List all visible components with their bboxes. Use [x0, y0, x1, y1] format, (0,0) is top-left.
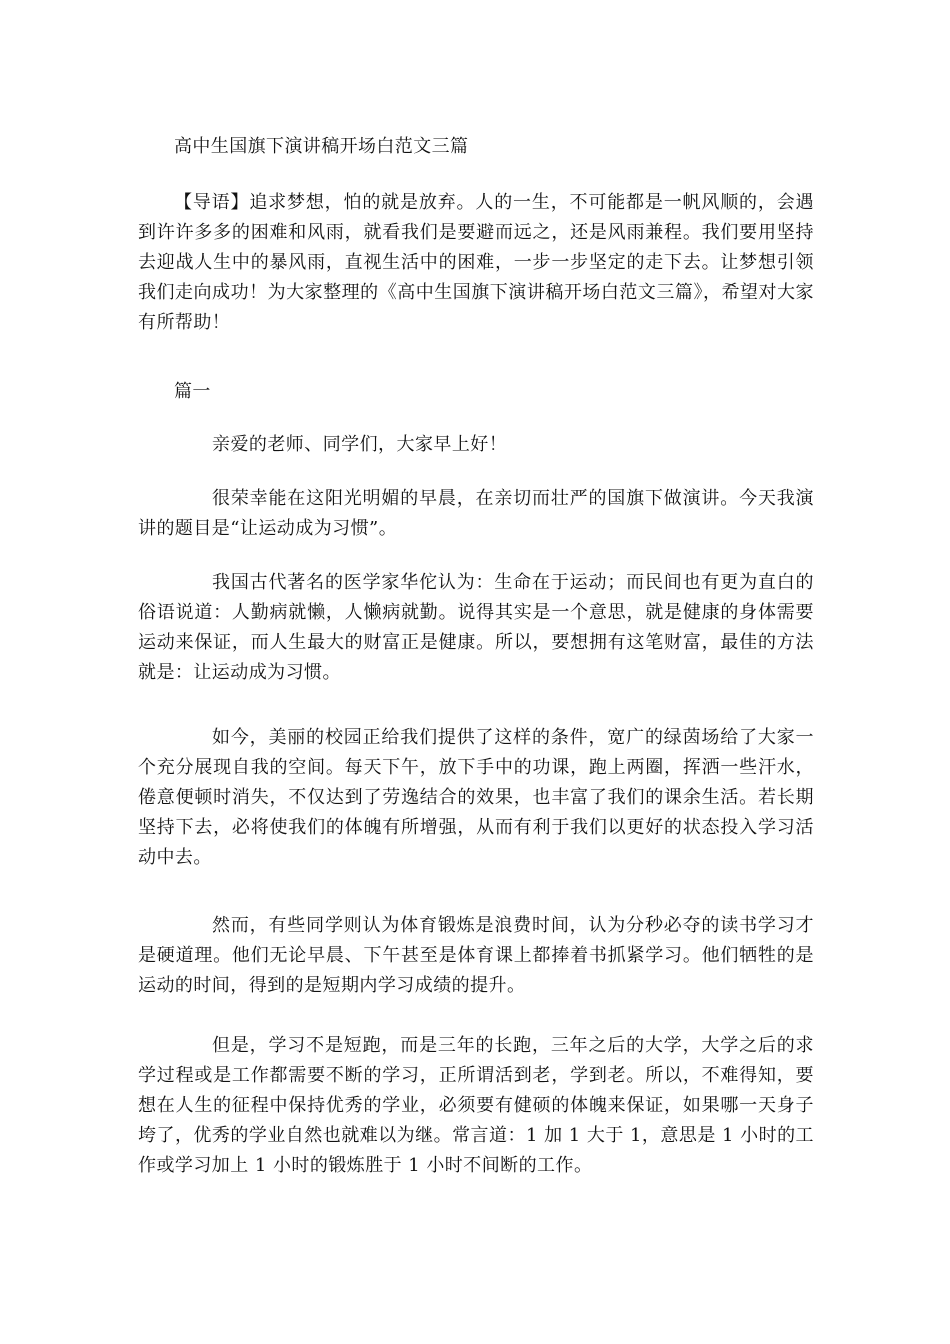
greeting-paragraph: 亲爱的老师、同学们，大家早上好！ [212, 434, 508, 455]
body-paragraph: 我国古代著名的医学家华佗认为：生命在于运动；而民间也有更为直白的俗语说道：人勤病就懒，人懒病就勤。说得其实是一个意思，就是健康的身体需要运动来保证，而人生最大的财富正是健康。所以，要想拥有这笔财富，最佳的方法就是：让运动成为习惯。 [138, 572, 814, 683]
body-paragraph: 然而，有些同学则认为体育锻炼是浪费时间，认为分秒必夺的读书学习才是硬道理。他们无论早晨、下午甚至是体育课上都捧着书抓紧学习。他们牺牲的是运动的时间，得到的是短期内学习成绩的提升。 [138, 915, 814, 996]
section-heading: 篇一 [174, 381, 211, 402]
body-paragraph: 很荣幸能在这阳光明媚的早晨，在亲切而壮严的国旗下做演讲。今天我演讲的题目是“让运动成为习惯”。 [138, 488, 814, 539]
body-paragraph: 如今，美丽的校园正给我们提供了这样的条件，宽广的绿茵场给了大家一个充分展现自我的空间。每天下午，放下手中的功课，跑上两圈，挥洒一些汗水，倦意便顿时消失，不仅达到了劳逸结合的效果，也丰富了我们的课余生活。若长期坚持下去，必将使我们的体魄有所增强，从而有利于我们以更好的状态投入学习活动中去。 [138, 727, 814, 868]
intro-paragraph: 【导语】追求梦想，怕的就是放弃。人的一生，不可能都是一帆风顺的，会遇到许许多多的困难和风雨，就看我们是要避而远之，还是风雨兼程。我们要用坚持去迎战人生中的暴风雨，直视生活中的困难，一步一步坚定的走下去。让梦想引领我们走向成功！为大家整理的《高中生国旗下演讲稿开场白范文三篇》，希望对大家有所帮助！ [138, 192, 814, 333]
body-paragraph: 但是，学习不是短跑，而是三年的长跑，三年之后的大学，大学之后的求学过程或是工作都需要不断的学习，正所谓活到老，学到老。所以，不难得知，要想在人生的征程中保持优秀的学业，必须要有健硕的体魄来保证，如果哪一天身子垮了，优秀的学业自然也就难以为继。常言道：1 加 1 大于 1，意思是 1 小时的工作或学习加上 1 小时的锻炼胜于 1 小时不间断的工作。 [138, 1035, 814, 1176]
document-title: 高中生国旗下演讲稿开场白范文三篇 [174, 136, 469, 157]
